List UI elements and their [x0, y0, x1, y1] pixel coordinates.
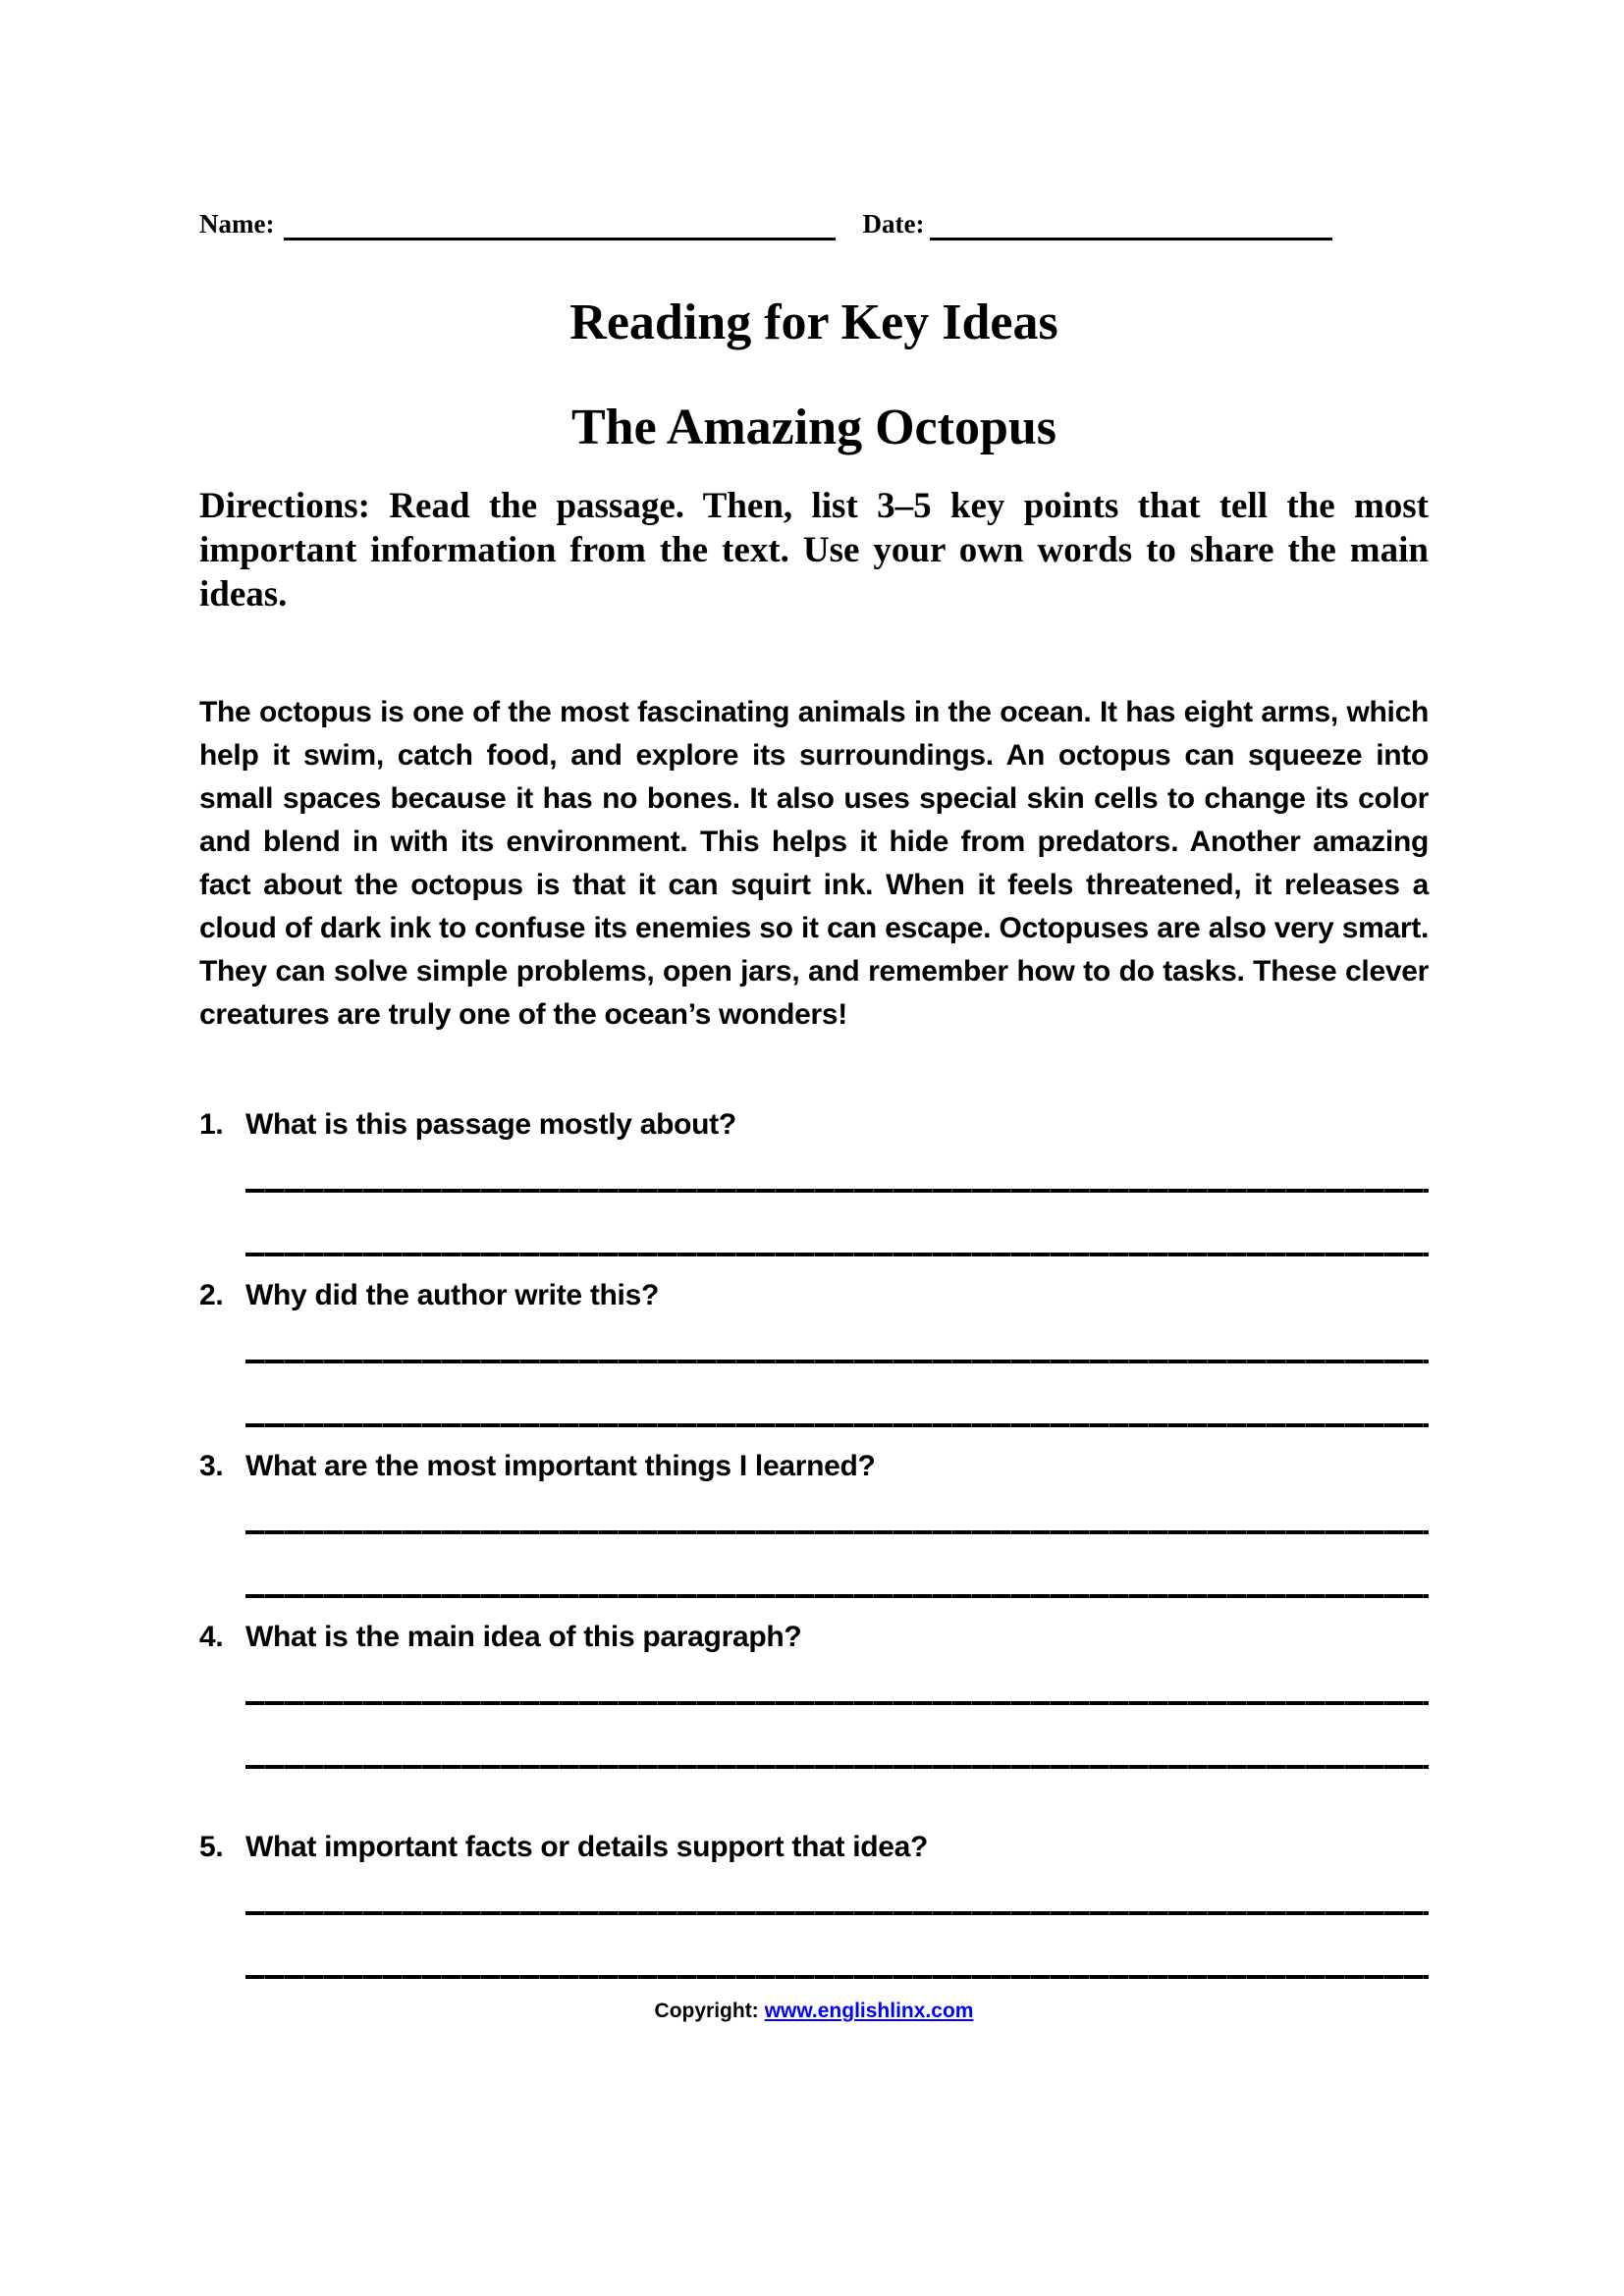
passage-title: The Amazing Octopus: [570, 400, 1057, 455]
question-number: 2.: [199, 1279, 224, 1311]
name-input-line[interactable]: [284, 208, 836, 240]
copyright-link[interactable]: www.englishlinx.com: [764, 2000, 974, 2022]
questions-section: [199, 1105, 1429, 1979]
copyright-label: Copyright:: [654, 2000, 759, 2022]
question-number: 4.: [199, 1621, 224, 1653]
question-5: [199, 1828, 1429, 1867]
date-input-line[interactable]: [930, 208, 1332, 240]
question-number: 5.: [199, 1831, 224, 1863]
answer-line[interactable]: [245, 1975, 1429, 1979]
question-4: [199, 1618, 1429, 1657]
date-label: Date:: [862, 209, 925, 239]
question-2: [199, 1276, 1429, 1315]
question-text: What is this passage mostly about?: [245, 1108, 736, 1141]
question-block-1: [199, 1105, 1429, 1256]
worksheet-title: Reading for Key Ideas: [569, 294, 1058, 350]
question-text: What are the most important things I learned?: [245, 1450, 876, 1482]
question-number: 3.: [199, 1450, 224, 1482]
answer-line[interactable]: [245, 1530, 1429, 1534]
name-label: Name:: [199, 209, 275, 239]
answer-line[interactable]: [245, 1701, 1429, 1705]
answer-line[interactable]: [245, 1911, 1429, 1915]
question-block-3: [199, 1447, 1429, 1598]
question-block-4: [199, 1618, 1429, 1769]
answer-line[interactable]: [245, 1189, 1429, 1193]
question-3: [199, 1447, 1429, 1486]
question-text: What important facts or details support that idea?: [245, 1831, 929, 1863]
passage-text: The octopus is one of the most fascinating animals in the ocean. It has eight arms, which help it swim, catch food, and explore its surroundings. An octopus can squeeze into small spaces because it has no bones. It also uses special skin cells to change its color and blend in with its environment. This helps it hide from predators. Another amazing fact about the octopus is that it can squirt ink. When it feels threatened, it releases a cloud of dark ink to confuse its enemies so it can escape. Octopuses are also very smart. They can solve simple problems, open jars, and remember how to do tasks. These clever creatures are truly one of the ocean’s wonders!: [199, 696, 1429, 1031]
question-number: 1.: [199, 1108, 224, 1141]
question-block-2: [199, 1276, 1429, 1427]
answer-line[interactable]: [245, 1765, 1429, 1769]
answer-line[interactable]: [245, 1360, 1429, 1363]
footer: [199, 1999, 1429, 2024]
header: [199, 196, 1429, 240]
question-block-5: [199, 1828, 1429, 1979]
question-text: Why did the author write this?: [245, 1279, 659, 1311]
answer-line[interactable]: [245, 1253, 1429, 1256]
directions-text: Directions: Read the passage. Then, list 3–5 key points that tell the most important information from the text. Use your own words to share the main ideas.: [199, 486, 1429, 614]
question-text: What is the main idea of this paragraph?: [245, 1621, 802, 1653]
answer-line[interactable]: [245, 1594, 1429, 1598]
answer-line[interactable]: [245, 1423, 1429, 1427]
question-1: [199, 1105, 1429, 1145]
